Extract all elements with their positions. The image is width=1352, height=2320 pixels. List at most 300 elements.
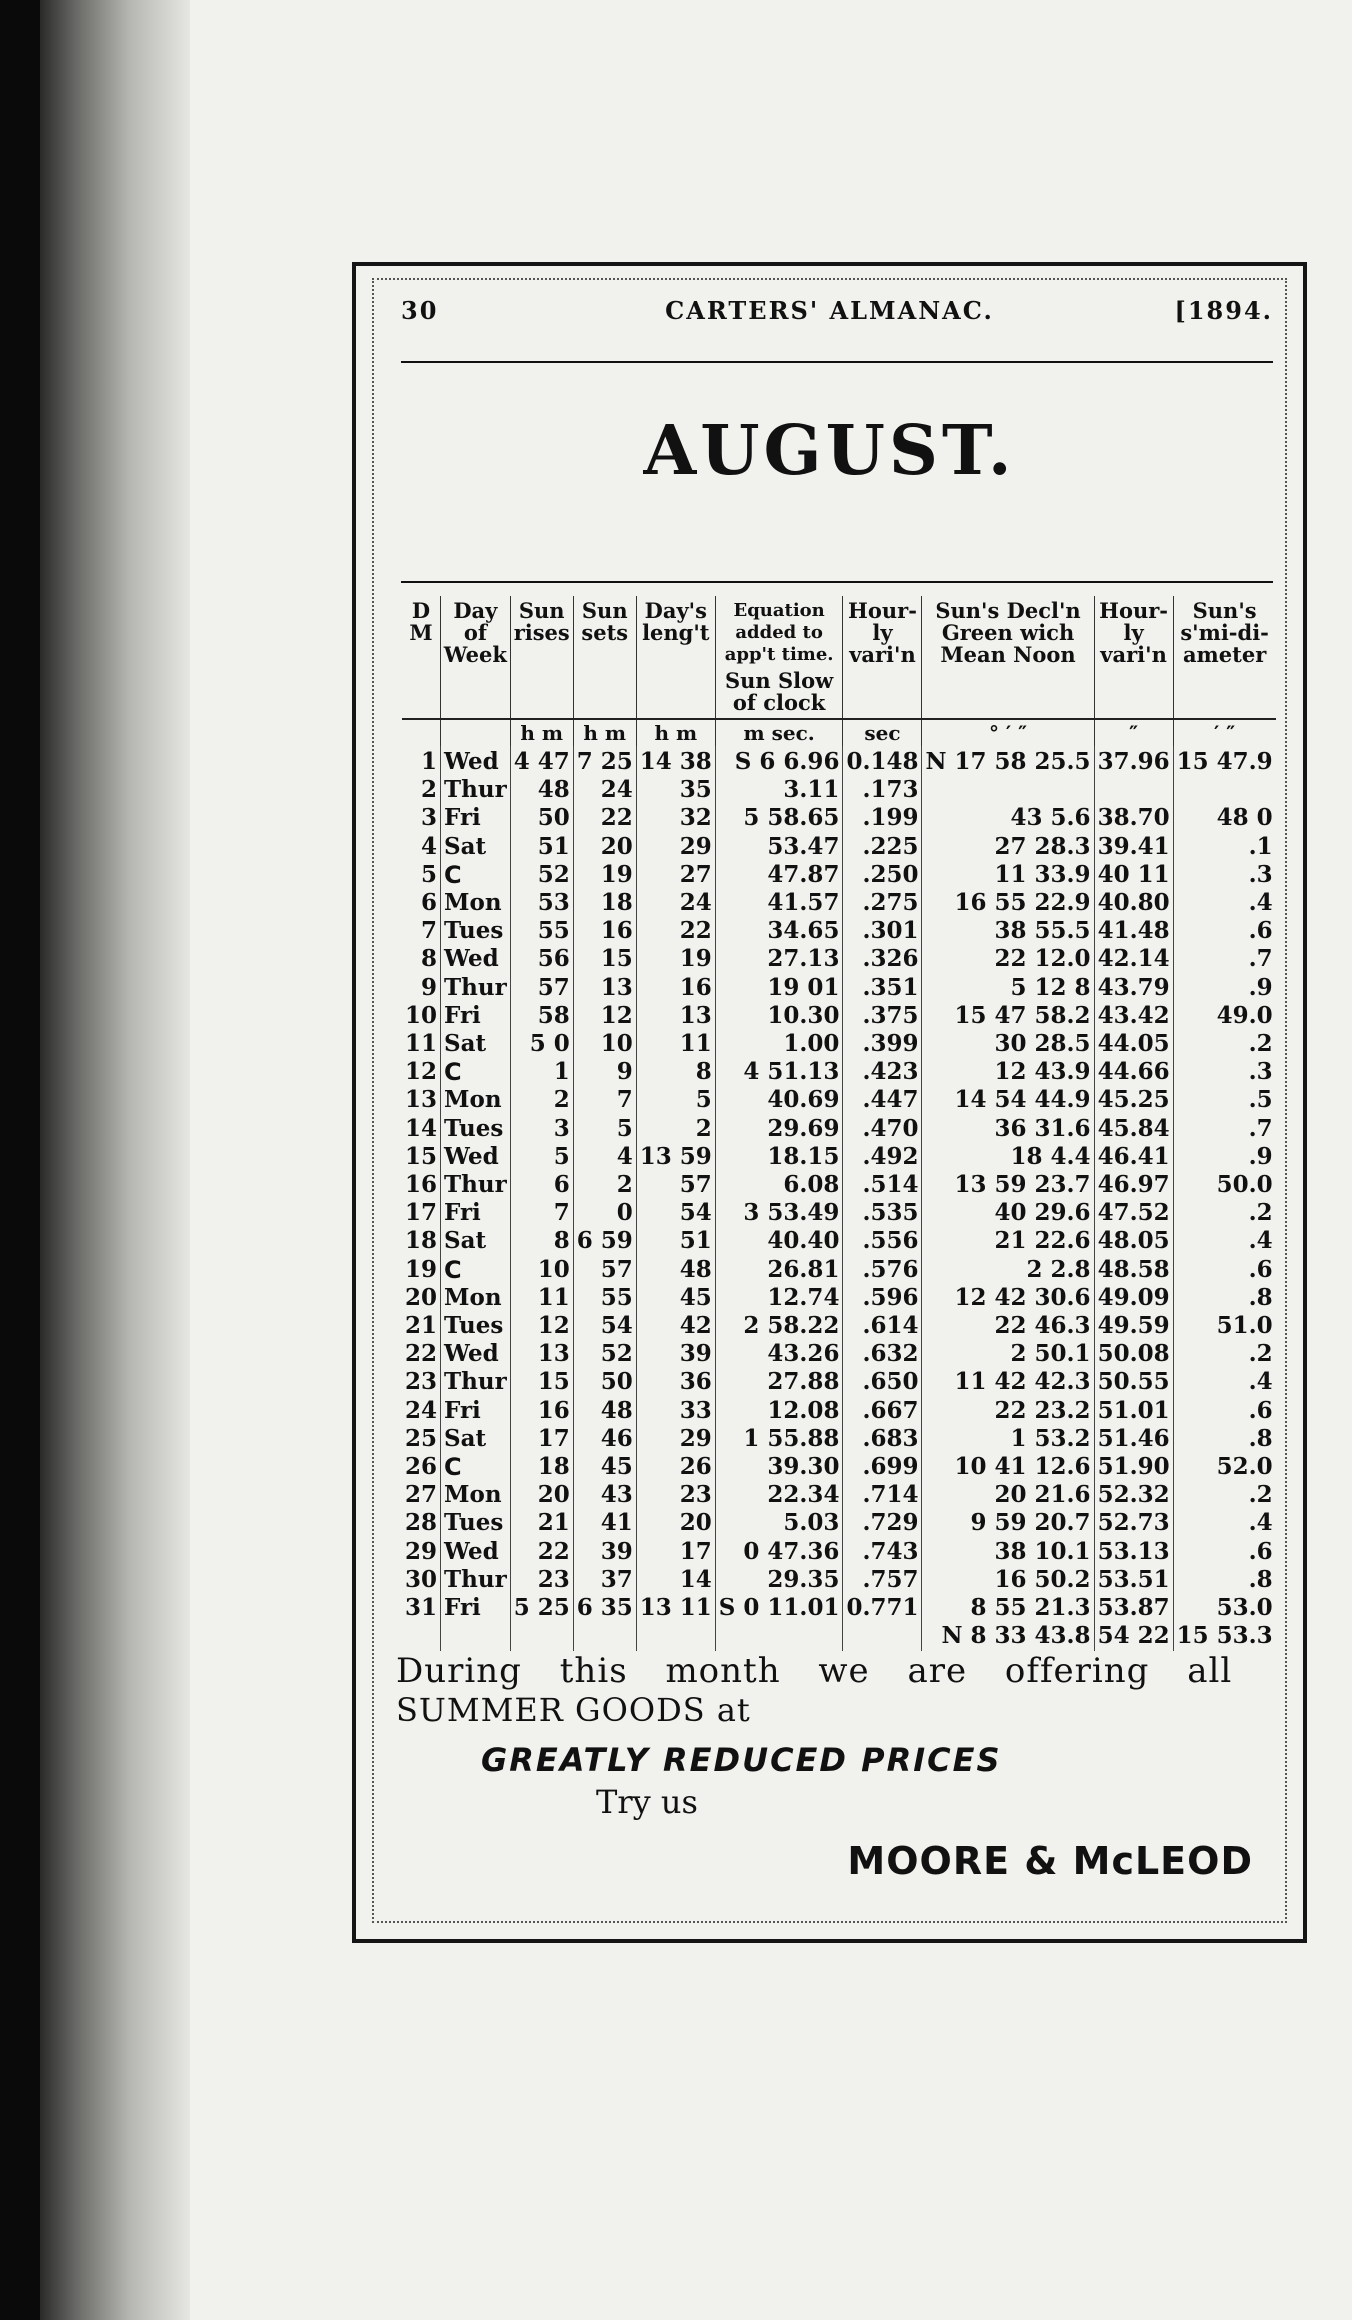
table-cell: .326 [843,945,922,973]
page-number: 30 [401,296,439,325]
table-cell: 29 [636,833,715,861]
table-cell: 22.34 [715,1481,843,1509]
table-cell [402,1622,441,1650]
table-cell: 33 [636,1397,715,1425]
table-row [402,1030,1276,1058]
table-cell: 58 [510,1002,573,1030]
table-cell: Wed [441,1340,511,1368]
table-cell: .2 [1173,1481,1276,1509]
col-sun-sets: Sun sets [573,596,636,719]
almanac-frame [352,262,1307,1943]
table-cell: 50 [510,804,573,832]
table-cell: .8 [1173,1425,1276,1453]
table-cell: 13 11 [636,1594,715,1622]
table-cell: 16 [510,1397,573,1425]
table-cell: 57 [573,1256,636,1284]
table-cell: 8 [510,1227,573,1255]
table-cell: 27 [636,861,715,889]
table-cell: 30 [405,1565,438,1593]
table-cell: 43.26 [715,1340,843,1368]
table-cell: .423 [843,1058,922,1086]
table-cell: 4 51.13 [715,1058,843,1086]
units-hourly: sec [843,719,922,746]
table-cell: 28 [405,1509,438,1537]
table-cell: 12 42 30.6 [922,1284,1094,1312]
table-cell: 50.0 [1173,1171,1276,1199]
table-cell: 39 [573,1538,636,1566]
table-cell: .492 [843,1143,922,1171]
table-cell: 36 [636,1368,715,1396]
table-cell: .1 [1173,833,1276,861]
table-cell: 9 [421,973,438,1001]
ad-line-4: Try us [596,1783,698,1821]
table-cell: 27.88 [715,1368,843,1396]
table-cell: 12 [573,1002,636,1030]
table-cell: Fri [441,804,511,832]
table-cell: 13 [573,974,636,1002]
table-cell: 38 55.5 [922,917,1094,945]
table-row [402,1002,1276,1030]
col-declination: Sun's Decl'n Green wich Mean Noon [922,596,1094,719]
table-cell: 39.41 [1094,833,1173,861]
table-cell: Mon [441,1284,511,1312]
table-cell: 23 [636,1481,715,1509]
table-row [402,1340,1276,1368]
year-label: [1894. [1174,296,1273,325]
table-cell: 16 55 22.9 [922,889,1094,917]
table-cell: 41 [573,1509,636,1537]
table-cell: .7 [1173,945,1276,973]
units-semi: ′ ″ [1173,719,1276,746]
table-cell: 23 [510,1566,573,1594]
table-row [402,833,1276,861]
table-cell: 15 [573,945,636,973]
table-cell: Thur [441,1566,511,1594]
table-cell: Tues [441,1115,511,1143]
table-cell: 11 [636,1030,715,1058]
table-cell: 5.03 [715,1509,843,1537]
table-row [402,1227,1276,1255]
table-cell: Wed [441,945,511,973]
table-cell: 14 [636,1566,715,1594]
table-cell: Thur [441,776,511,804]
table-cell: 3 [510,1115,573,1143]
table-row [402,1115,1276,1143]
table-cell: 40.80 [1094,889,1173,917]
table-cell [441,1622,511,1650]
table-cell: Tues [441,917,511,945]
table-cell: 37.96 [1094,746,1173,776]
table-cell: 8 [421,945,438,973]
table-cell: 36 31.6 [922,1115,1094,1143]
table-cell: 22 46.3 [922,1312,1094,1340]
table-cell: 14 [405,1114,438,1142]
table-row [402,1509,1276,1537]
table-cell: 19 01 [715,974,843,1002]
ad-line-1: During this month we are offering all [396,1651,1233,1691]
table-row [402,1425,1276,1453]
table-cell: Thur [441,974,511,1002]
table-cell: 0.771 [843,1594,922,1622]
table-cell: 49.59 [1094,1312,1173,1340]
table-cell: 13 [405,1086,438,1114]
table-cell: 18.15 [715,1143,843,1171]
table-cell: 46.97 [1094,1171,1173,1199]
table-cell: Sat [441,1425,511,1453]
table-cell: 42 [636,1312,715,1340]
table-cell: 53 [510,889,573,917]
table-cell: 44.66 [1094,1058,1173,1086]
table-cell: C [441,1256,511,1284]
table-row [402,1622,1276,1650]
table-cell: 0.148 [843,746,922,776]
table-cell: .225 [843,833,922,861]
table-cell: 10 [405,1001,438,1029]
table-cell: 11 [405,1030,438,1058]
table-cell: 50 [573,1368,636,1396]
table-cell: 17 [636,1538,715,1566]
table-cell: 35 [636,776,715,804]
table-cell: 16 [573,917,636,945]
table-cell: Wed [441,746,511,776]
table-cell: 12 [510,1312,573,1340]
table-cell: 29 [636,1425,715,1453]
table-cell: 18 [405,1227,438,1255]
table-cell: 34.65 [715,917,843,945]
table-cell: 24 [636,889,715,917]
table-cell: 51.01 [1094,1397,1173,1425]
table-row [402,861,1276,889]
table-cell: 22 [636,917,715,945]
table-cell: .757 [843,1566,922,1594]
table-cell: 55 [573,1284,636,1312]
table-cell: 37 [573,1566,636,1594]
table-cell: 57 [510,974,573,1002]
ad-signature: MOORE & McLEOD [847,1839,1253,1883]
table-row [402,1368,1276,1396]
table-cell: 15 47.9 [1173,746,1276,776]
table-cell: .4 [1173,889,1276,917]
table-cell: 53.0 [1173,1594,1276,1622]
table-cell: .8 [1173,1566,1276,1594]
table-row [402,1594,1276,1622]
table-cell: .729 [843,1509,922,1537]
table-cell: 43 5.6 [922,804,1094,832]
table-cell: 1 55.88 [715,1425,843,1453]
table-cell: 15 47 58.2 [922,1002,1094,1030]
table-cell: 22 [510,1538,573,1566]
table-cell: .447 [843,1086,922,1114]
table-cell: 45.25 [1094,1086,1173,1114]
table-cell: 20 21.6 [922,1481,1094,1509]
almanac-rows [402,746,1276,1651]
table-cell: Thur [441,1368,511,1396]
table-cell: 29.69 [715,1115,843,1143]
table-cell: 24 [573,776,636,804]
table-cell: 56 [510,945,573,973]
table-row [402,1058,1276,1086]
table-cell: 27 28.3 [922,833,1094,861]
table-cell: .6 [1173,1397,1276,1425]
table-cell: 51 [636,1227,715,1255]
table-cell: .576 [843,1256,922,1284]
table-row [402,917,1276,945]
table-cell: Wed [441,1538,511,1566]
table-cell: 2 2.8 [922,1256,1094,1284]
table-cell: 54 22 [1094,1622,1173,1650]
table-cell: 43.79 [1094,974,1173,1002]
table-cell: .173 [843,776,922,804]
table-cell: 5 [636,1086,715,1114]
table-cell: C [441,1058,511,1086]
table-cell: 39.30 [715,1453,843,1481]
table-row [402,776,1276,804]
equation-header: Equation added to app't time. [724,600,834,665]
table-cell: 40.69 [715,1086,843,1114]
table-cell: 29 [405,1537,438,1565]
table-cell: 42.14 [1094,945,1173,973]
table-cell: .199 [843,804,922,832]
table-cell: 5 25 [510,1594,573,1622]
running-head [356,296,1303,336]
table-row [402,945,1276,973]
table-cell: 53.13 [1094,1538,1173,1566]
table-cell: 53.47 [715,833,843,861]
table-cell: 27 [405,1481,438,1509]
table-cell: 8 [636,1058,715,1086]
table-cell: 6 [510,1171,573,1199]
table-cell: .632 [843,1340,922,1368]
table-cell: 5 [510,1143,573,1171]
table-cell: 5 [573,1115,636,1143]
table-cell: 51.90 [1094,1453,1173,1481]
table-cell: 13 59 [636,1143,715,1171]
table-cell: 49.09 [1094,1284,1173,1312]
table-cell: 5 12 8 [922,974,1094,1002]
table-cell [715,1622,843,1650]
table-cell: 48.05 [1094,1227,1173,1255]
table-cell: 5 [421,860,438,888]
units-sets: h m [573,719,636,746]
table-cell: 4 [573,1143,636,1171]
table-cell: 8 55 21.3 [922,1594,1094,1622]
table-cell: 15 53.3 [1173,1622,1276,1650]
table-cell: 55 [510,917,573,945]
table-cell: 48.58 [1094,1256,1173,1284]
table-cell: .514 [843,1171,922,1199]
table-cell: 11 [510,1284,573,1312]
table-cell: .3 [1173,1058,1276,1086]
table-row [402,889,1276,917]
table-cell: 4 [421,832,438,860]
table-cell: Mon [441,1086,511,1114]
table-cell: 21 [405,1312,438,1340]
table-cell: 44.05 [1094,1030,1173,1058]
table-cell: 57 [636,1171,715,1199]
table-cell: 49.0 [1173,1002,1276,1030]
table-cell: 25 [405,1424,438,1452]
table-cell: .699 [843,1453,922,1481]
table-row [402,804,1276,832]
table-cell: 51.0 [1173,1312,1276,1340]
sun-slow-header: Sun Slow of clock [725,668,834,715]
table-cell: .2 [1173,1199,1276,1227]
units-slow: m sec. [715,719,843,746]
table-cell: .714 [843,1481,922,1509]
table-cell: Tues [441,1509,511,1537]
table-row [402,1256,1276,1284]
table-cell: .399 [843,1030,922,1058]
table-cell: .301 [843,917,922,945]
col-day-month: D M [409,598,433,645]
table-cell: Sat [441,1030,511,1058]
table-cell: Tues [441,1312,511,1340]
table-cell: .9 [1173,974,1276,1002]
table-cell: 4 47 [510,746,573,776]
table-cell: 11 42 42.3 [922,1368,1094,1396]
table-cell: 3 [421,804,438,832]
table-cell: .6 [1173,1538,1276,1566]
table-cell: .4 [1173,1509,1276,1537]
table-cell: 18 [510,1453,573,1481]
table-cell: 46 [573,1425,636,1453]
table-cell: .650 [843,1368,922,1396]
table-cell: 45 [636,1284,715,1312]
table-cell: 5 0 [510,1030,573,1058]
table-cell: Fri [441,1199,511,1227]
almanac-table [402,596,1276,1651]
ad-line-3: GREATLY REDUCED PRICES [481,1741,1002,1779]
table-row [402,974,1276,1002]
table-top-rule [401,581,1273,583]
table-cell: 2 [573,1171,636,1199]
table-cell: 1 [510,1058,573,1086]
table-cell: 48 [573,1397,636,1425]
table-cell: C [441,861,511,889]
table-cell [1173,776,1276,804]
table-cell: 14 38 [636,746,715,776]
table-cell: 30 28.5 [922,1030,1094,1058]
table-cell: 24 [405,1396,438,1424]
table-cell: 22 12.0 [922,945,1094,973]
table-cell: 39 [636,1340,715,1368]
table-cell: 53.51 [1094,1566,1173,1594]
table-cell: 26.81 [715,1256,843,1284]
table-cell: 19 [573,861,636,889]
table-cell: N 17 58 25.5 [922,746,1094,776]
table-cell: 45 [573,1453,636,1481]
table-cell: 47.52 [1094,1199,1173,1227]
table-cell: 6 [421,889,438,917]
table-cell: 19 [636,945,715,973]
table-cell: 52.0 [1173,1453,1276,1481]
table-cell: N 8 33 43.8 [922,1622,1094,1650]
table-cell: .275 [843,889,922,917]
table-cell: Wed [441,1143,511,1171]
table-cell: 48 [510,776,573,804]
table-cell: .683 [843,1425,922,1453]
table-cell [636,1622,715,1650]
table-cell: 20 [510,1481,573,1509]
table-cell: 3 53.49 [715,1199,843,1227]
table-cell: 11 33.9 [922,861,1094,889]
table-cell: .5 [1173,1086,1276,1114]
advertisement [396,1651,1263,1883]
table-cell: 22 23.2 [922,1397,1094,1425]
table-row [402,1397,1276,1425]
table-cell: 5 58.65 [715,804,843,832]
table-cell: 13 [510,1340,573,1368]
table-cell: S 6 6.96 [715,746,843,776]
table-cell: Thur [441,1171,511,1199]
table-cell: 21 [510,1509,573,1537]
col-sun-slow [715,596,843,719]
table-cell: .667 [843,1397,922,1425]
table-cell: Fri [441,1594,511,1622]
table-cell: 48 [636,1256,715,1284]
table-cell: S 0 11.01 [715,1594,843,1622]
table-cell: .375 [843,1002,922,1030]
table-cell: 21 22.6 [922,1227,1094,1255]
table-row [402,1199,1276,1227]
table-cell: 22 [573,804,636,832]
table-cell: 43.42 [1094,1002,1173,1030]
table-cell: Sat [441,833,511,861]
table-cell: .7 [1173,1115,1276,1143]
table-cell: 47.87 [715,861,843,889]
table-cell: 46.41 [1094,1143,1173,1171]
table-cell: .2 [1173,1340,1276,1368]
table-cell: .3 [1173,861,1276,889]
table-cell: Mon [441,889,511,917]
table-cell: 20 [405,1283,438,1311]
table-cell: .351 [843,974,922,1002]
table-cell: 53.87 [1094,1594,1173,1622]
table-row [402,1086,1276,1114]
table-cell: 9 59 20.7 [922,1509,1094,1537]
almanac-title: CARTERS' ALMANAC. [665,296,994,325]
table-cell: 0 [573,1199,636,1227]
table-row [402,1481,1276,1509]
table-cell: 40 29.6 [922,1199,1094,1227]
col-sun-rises: Sun rises [510,596,573,719]
table-cell: 18 [573,889,636,917]
table-cell: 18 4.4 [922,1143,1094,1171]
header-rule [401,361,1273,363]
table-cell: 9 [573,1058,636,1086]
table-cell [922,776,1094,804]
table-cell: 31 [405,1594,438,1622]
table-cell: 52.32 [1094,1481,1173,1509]
table-cell: 40.40 [715,1227,843,1255]
table-cell: .4 [1173,1227,1276,1255]
table-cell: .6 [1173,1256,1276,1284]
units-row [402,719,1276,746]
table-cell: .250 [843,861,922,889]
table-cell: 16 [636,974,715,1002]
table-cell: 7 [573,1086,636,1114]
table-cell: 2 50.1 [922,1340,1094,1368]
table-cell: 12 43.9 [922,1058,1094,1086]
table-cell: 2 [421,776,438,804]
table-row [402,1566,1276,1594]
table-cell: 6 35 [573,1594,636,1622]
table-cell: 7 [510,1199,573,1227]
table-cell: 13 59 23.7 [922,1171,1094,1199]
table-cell: 32 [636,804,715,832]
table-cell: .470 [843,1115,922,1143]
units-decl: ° ′ ″ [922,719,1094,746]
